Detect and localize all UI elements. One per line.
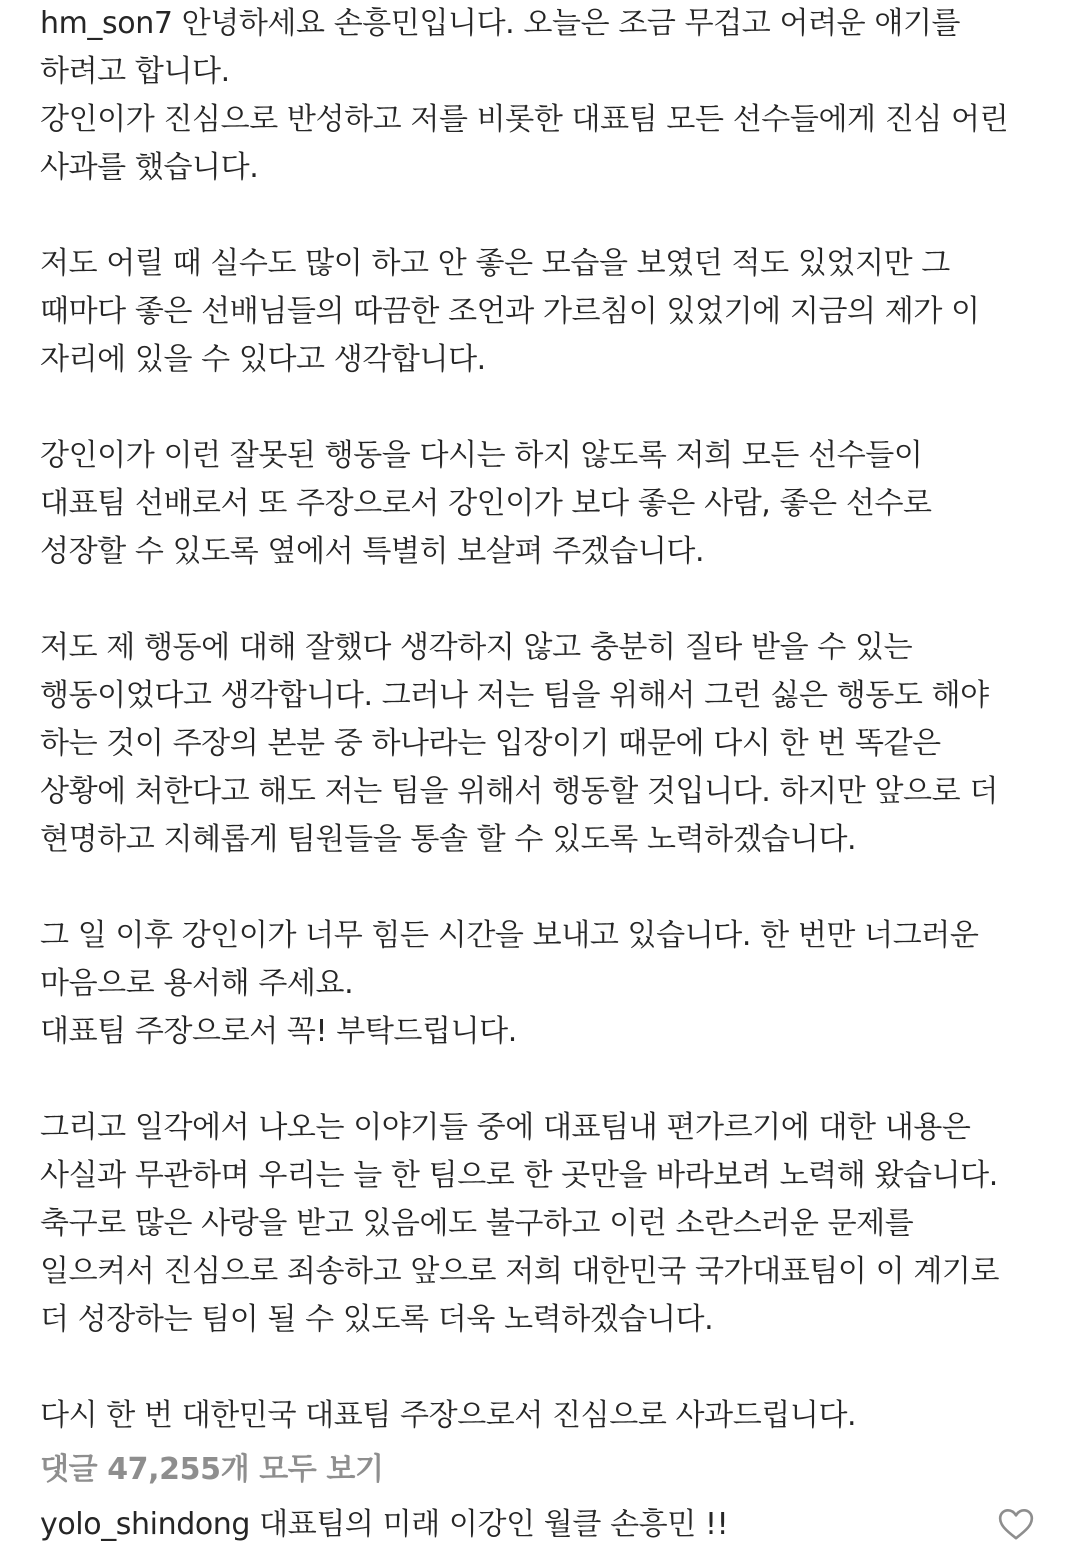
comment-username[interactable]: yolo_shindong xyxy=(40,1507,251,1542)
paragraph-gap xyxy=(40,576,1050,624)
caption-line: 때마다 좋은 선배님들의 따끔한 조언과 가르침이 있었기에 지금의 제가 이 xyxy=(40,294,980,329)
comment-text: 대표팀의 미래 이강인 월클 손흥민 !! xyxy=(250,1507,729,1542)
caption-line: 일으켜서 진심으로 죄송하고 앞으로 저희 대한민국 국가대표팀이 이 계기로 xyxy=(40,1254,1000,1289)
heart-outline-icon[interactable] xyxy=(996,1504,1036,1544)
caption-line: 자리에 있을 수 있다고 생각합니다. xyxy=(40,342,486,377)
caption-line: 행동이었다고 생각합니다. 그러나 저는 팀을 위해서 그런 싫은 행동도 해야 xyxy=(40,678,989,713)
caption-line: 하는 것이 주장의 본분 중 하나라는 입장이기 때문에 다시 한 번 똑같은 xyxy=(40,726,941,761)
caption-line: 강인이가 이런 잘못된 행동을 다시는 하지 않도록 저희 모든 선수들이 xyxy=(40,438,923,473)
post-caption xyxy=(40,0,1050,1440)
comment-body xyxy=(40,1501,728,1549)
caption-line: 더 성장하는 팀이 될 수 있도록 더욱 노력하겠습니다. xyxy=(40,1302,714,1337)
caption-line: 강인이가 진심으로 반성하고 저를 비롯한 대표팀 모든 선수들에게 진심 어린 xyxy=(40,102,1009,137)
caption-line: 저도 제 행동에 대해 잘했다 생각하지 않고 충분히 질타 받을 수 있는 xyxy=(40,630,913,665)
caption-line: 그리고 일각에서 나오는 이야기들 중에 대표팀내 편가르기에 대한 내용은 xyxy=(40,1110,971,1145)
caption-line: 성장할 수 있도록 옆에서 특별히 보살펴 주겠습니다. xyxy=(40,534,705,569)
caption-line: 하려고 합니다. xyxy=(40,54,230,89)
caption-line: 사과를 했습니다. xyxy=(40,150,259,185)
caption-line: 다시 한 번 대한민국 대표팀 주장으로서 진심으로 사과드립니다. xyxy=(40,1398,857,1433)
caption-line: 대표팀 주장으로서 꼭! 부탁드립니다. xyxy=(40,1014,517,1049)
caption-line: 대표팀 선배로서 또 주장으로서 강인이가 보다 좋은 사람, 좋은 선수로 xyxy=(40,486,932,521)
caption-line: 그 일 이후 강인이가 너무 힘든 시간을 보내고 있습니다. 한 번만 너그러운 xyxy=(40,918,979,953)
caption-line: 저도 어릴 때 실수도 많이 하고 안 좋은 모습을 보였던 적도 있었지만 그 xyxy=(40,246,950,281)
post-author-username[interactable]: hm_son7 xyxy=(40,6,173,41)
caption-line: 현명하고 지혜롭게 팀원들을 통솔 할 수 있도록 노력하겠습니다. xyxy=(40,822,857,857)
view-all-comments-link[interactable]: 댓글 47,255개 모두 보기 xyxy=(40,1452,384,1487)
caption-line: 상황에 처한다고 해도 저는 팀을 위해서 행동할 것입니다. 하지만 앞으로 더 xyxy=(40,774,998,809)
paragraph-gap xyxy=(40,1344,1050,1392)
paragraph-gap xyxy=(40,384,1050,432)
comment-item xyxy=(40,1498,1040,1552)
paragraph-gap xyxy=(40,1056,1050,1104)
caption-line: 마음으로 용서해 주세요. xyxy=(40,966,354,1001)
paragraph-gap xyxy=(40,192,1050,240)
paragraph-gap xyxy=(40,864,1050,912)
caption-text: 안녕하세요 손흥민입니다. 오늘은 조금 무겁고 어려운 얘기를 xyxy=(172,6,961,41)
caption-line: 축구로 많은 사랑을 받고 있음에도 불구하고 이런 소란스러운 문제를 xyxy=(40,1206,914,1241)
caption-line xyxy=(40,0,1050,48)
caption-line: 사실과 무관하며 우리는 늘 한 팀으로 한 곳만을 바라보려 노력해 왔습니다. xyxy=(40,1158,998,1193)
